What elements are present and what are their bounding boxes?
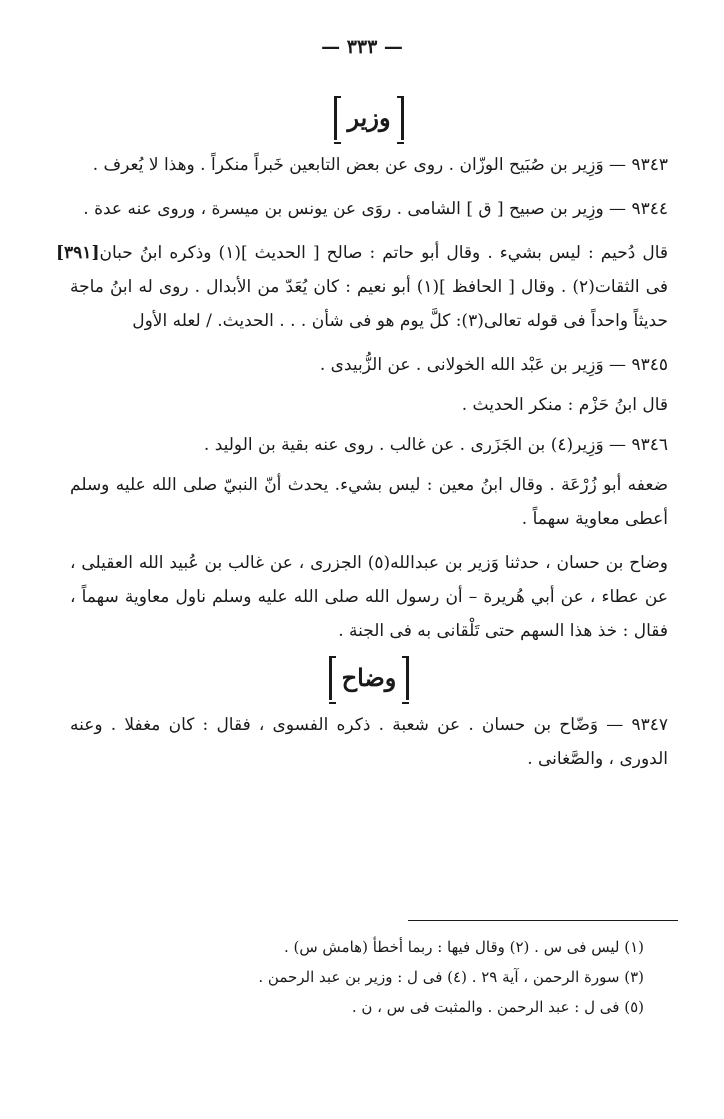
commentary-text: قال دُحيم : ليس بشيء . وقال أبو حاتم : صالح [ الحديث ](١) وذكره ابنُ حبان فى الثقات(٢) . وقال [ الحافظ ](١) أبو نعيم : كان يُعَدّ من الأبدال . روى له ابنُ ماجة حديثاً واحداً فى قوله تعالى(٣): كلَّ يوم هو فى شأن . . . الحديث. / لعله الأول xyxy=(70,243,669,331)
heading-text: وزير xyxy=(334,96,403,140)
margin-page-reference: [٣٩١] xyxy=(56,243,100,263)
entry-9346-hadith: وضاح بن حسان ، حدثنا وَزير بن عبدالله(٥) الجزرى ، عن غالب بن عُبيد الله العقيلى ، عن عطاء ، عن أبي هُريرة – أن رسول الله صلى الله عليه وسلم ناول معاوية سهماً ، فقال : خذ هذا السهم حتى تَلْقانى به فى الجنة . xyxy=(70,553,668,641)
footnote-line: (٣) سورة الرحمن ، آية ٢٩ . (٤) فى ل : وزير بن عبد الرحمن . xyxy=(258,968,644,986)
footnote-line: (٥) فى ل : عبد الرحمن . والمثبت فى س ، ن . xyxy=(351,998,644,1016)
footnotes xyxy=(224,932,644,1022)
heading-text: وضاح xyxy=(329,656,410,700)
entry-9344-commentary xyxy=(56,236,669,338)
entry-9344: ٩٣٤٤ — وزِير بن صبيح [ ق ] الشامى . روَى عن يونس بن ميسرة ، وروى عنه عدة . xyxy=(83,199,668,219)
entry-9346-commentary: ضعفه أبو زُرْعَة . وقال ابنُ معين : ليس بشيء. يحدث أنّ النبيّ صلى الله عليه وسلم أعطى معاوية سهماً . xyxy=(70,475,668,529)
entry-9345-commentary: قال ابنُ حَزْم : منكر الحديث . xyxy=(461,395,668,415)
entry-9343: ٩٣٤٣ — وَزِير بن صُبَيح الوزّان . روى عن بعض التابعين خَبراً منكراً . وهذا لا يُعرف . xyxy=(92,155,668,175)
entry-9347: ٩٣٤٧ — وَضّاح بن حسان . عن شعبة . ذكره الفسوى ، فقال : كان مغفلا . وعنه الدورى ، والصَّغانى . xyxy=(70,715,668,769)
entry-9345: ٩٣٤٥ — وَزِير بن عَبْد الله الخولانى . عن الزُّبيدى . xyxy=(319,355,668,375)
entry-9346: ٩٣٤٦ — وَزِير(٤) بن الجَزَرى . عن غالب . روى عنه بقية بن الوليد . xyxy=(203,435,668,455)
footnote-separator xyxy=(408,920,678,921)
footnote-line: (١) ليس فى س . (٢) وقال فيها : ربما أخطأ (هامش س) . xyxy=(283,938,644,956)
section-heading-waddah xyxy=(70,656,668,700)
page-body xyxy=(56,96,669,782)
page-number: — ٣٣٣ — xyxy=(321,36,403,58)
section-heading-wazir xyxy=(70,96,668,140)
